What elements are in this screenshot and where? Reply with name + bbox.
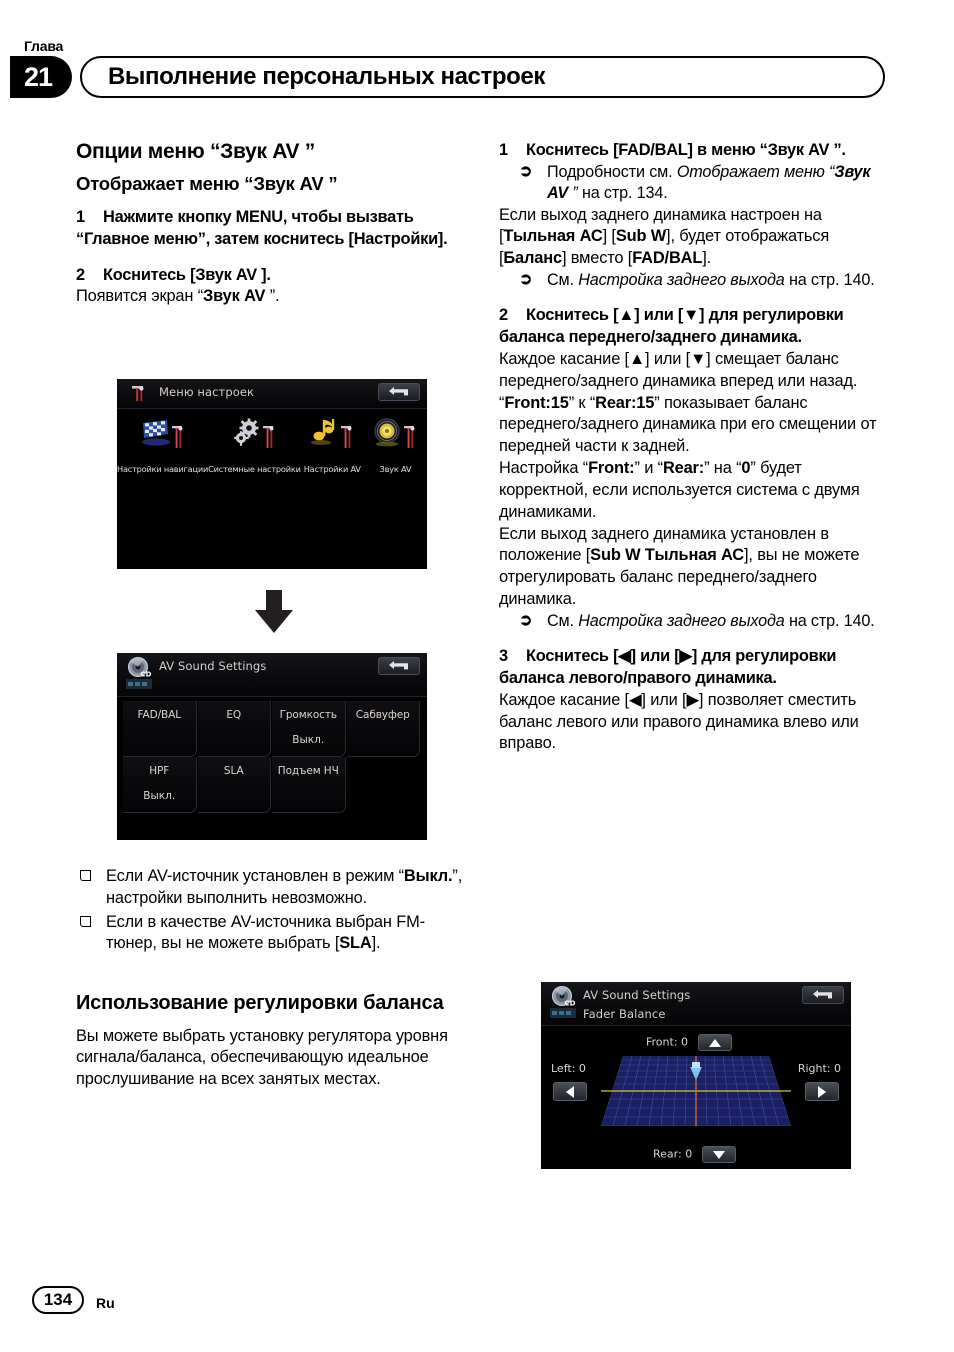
music-note-icon [301, 415, 364, 461]
right-step-2-number: 2 [499, 306, 508, 325]
av-sound-button-bass-boost[interactable] [272, 757, 346, 813]
screenshot-av-sound-settings [117, 653, 427, 840]
button-label: Подъем НЧ [277, 765, 339, 777]
p1-b3: Баланс [503, 249, 562, 268]
cd-icon [125, 656, 155, 692]
av-sound-button-sla[interactable] [198, 757, 272, 813]
note-bold: SLA [339, 934, 372, 953]
page-number-badge: 134 [32, 1286, 84, 1314]
av-sound-row-2 [123, 757, 421, 813]
svg-text:CD: CD [140, 670, 152, 679]
screenshot-fader-balance [541, 982, 851, 1169]
left-step-2-note [76, 286, 470, 308]
right-step-3-number: 3 [499, 647, 508, 666]
rear-label: Rear: [653, 1147, 682, 1161]
right-step-3 [499, 646, 887, 690]
screenshot-menu-settings [117, 379, 427, 569]
av-sound-button-subwoofer[interactable] [347, 701, 421, 757]
button-label: Сабвуфер [355, 709, 410, 721]
right-step-1-notes [519, 162, 887, 205]
speaker-icon [364, 415, 427, 461]
av-sound-topbar [117, 653, 427, 697]
right-value: 0 [834, 1062, 841, 1075]
p4-c: ” на “ [704, 459, 742, 478]
fader-balance-topbar [541, 982, 851, 1026]
fader-front-control [646, 1034, 732, 1051]
right-column [499, 140, 887, 755]
right-step-2-text: Коснитесь [▲] или [▼] для регулировки баланса переднего/заднего динамика. [499, 306, 844, 347]
note-page: на стр. 140. [784, 611, 875, 630]
fader-right-readout [798, 1062, 841, 1075]
language-code: Ru [96, 1295, 115, 1311]
p4-b2: Rear: [662, 459, 705, 478]
right-para-4 [499, 458, 887, 523]
section-heading [76, 140, 470, 165]
p4-d: ” будет корректной, если используется система с двумя динамиками. [499, 459, 860, 521]
back-arrow-icon[interactable] [802, 986, 844, 1004]
svg-text:CD: CD [564, 999, 576, 1008]
list-item [519, 611, 887, 632]
left-step-2-note-bold: Звук AV [203, 287, 266, 306]
chapter-word: Глава [24, 38, 64, 54]
right-label: Right: [797, 1062, 831, 1075]
right-para-5 [499, 524, 887, 611]
back-arrow-icon[interactable] [378, 657, 420, 675]
p1-d: ], будет отображаться [ [499, 227, 830, 268]
menu-settings-body [117, 409, 427, 569]
left-column [76, 140, 470, 308]
right-para-3 [499, 393, 887, 458]
note-suffix: на стр. 134. [577, 184, 668, 203]
menu-settings-title: Меню настроек [159, 385, 255, 399]
right-para-1 [499, 205, 887, 270]
menu-item-system-settings[interactable] [208, 415, 301, 474]
right-step-3-text: Коснитесь [◀] или [▶] для регулировки баланса левого/правого динамика. [499, 647, 837, 687]
front-label: Front: [646, 1035, 678, 1049]
chapter-number-badge: 21 [10, 56, 72, 98]
menu-settings-grid [117, 415, 427, 474]
left-step-2-note-suffix: ”. [265, 287, 280, 306]
p3-q1: “ [499, 393, 505, 412]
button-label: EQ [226, 709, 242, 721]
triangle-left-icon[interactable] [553, 1082, 587, 1101]
fader-balance-body [541, 1026, 851, 1169]
note-text-c: ]. [371, 934, 381, 953]
note-text-a: Если AV-источник установлен в режим [106, 867, 395, 885]
triangle-down-icon[interactable] [702, 1146, 736, 1163]
p5-c: ], вы не можете отрегулировать баланс переднего/заднего динамика. [499, 546, 860, 608]
note-bold-italic: Звук AV [547, 162, 871, 203]
note-see: См. [547, 611, 579, 630]
rear-value: 0 [685, 1147, 693, 1161]
flag-icon [117, 415, 208, 461]
note-bold: Выкл. [403, 867, 453, 885]
arrow-bullet-icon: ➲ [519, 611, 533, 629]
menu-item-label: Звук AV [379, 464, 412, 474]
left-step-2-text: Коснитесь [Звук AV ]. [103, 265, 271, 284]
p3-b2: Rear:15 [595, 393, 655, 412]
fader-rear-control [653, 1146, 736, 1163]
note-text-a: Если в качестве AV-источника выбран FM-тюнер, вы не можете выбрать [ [106, 912, 425, 953]
note-italic-2: ” [568, 184, 578, 203]
sub-heading [76, 173, 470, 195]
fader-left-readout [551, 1062, 586, 1075]
fader-balance-title: AV Sound Settings [583, 988, 691, 1002]
menu-item-label: Настройки AV [303, 464, 361, 474]
av-sound-button-volume[interactable] [272, 701, 346, 757]
fader-balance-subtitle: Fader Balance [583, 1007, 666, 1021]
balance-heading: Использование регулировки баланса [76, 992, 444, 1015]
p3-b1: Front:15 [504, 393, 569, 412]
note-page: на стр. 140. [784, 271, 875, 289]
note-text-c: ”, настройки выполнить невозможно. [106, 867, 463, 907]
p5-b: Sub W Тыльная АС [590, 546, 744, 565]
p1-b1: Тыльная АС [503, 227, 603, 246]
button-label: SLA [223, 765, 244, 777]
p4-a: Настройка “ [499, 459, 589, 478]
av-sound-body [117, 697, 427, 840]
p5-a: Если выход заднего динамика установлен в положение [ [499, 524, 829, 565]
button-value: Выкл. [143, 790, 176, 802]
fader-balance-controls [541, 1026, 851, 1169]
list-item [76, 912, 470, 956]
arrow-bullet-icon: ➲ [519, 271, 533, 288]
p1-e: ] вместо [ [561, 249, 633, 268]
back-arrow-icon[interactable] [378, 383, 420, 401]
av-sound-title: AV Sound Settings [159, 659, 267, 673]
left-step-1 [76, 207, 470, 251]
section-heading-value: Звук AV ” [220, 140, 315, 163]
right-note-rear-output-1 [519, 270, 887, 291]
left-column-lower [76, 866, 470, 1091]
note-quote: “ [398, 867, 404, 885]
list-item [519, 270, 887, 291]
left-step-1-number: 1 [76, 207, 85, 226]
note-italic: Отображает меню “ [676, 162, 835, 181]
p1-b4: FAD/BAL [632, 249, 703, 268]
menu-item-label: Настройки навигации [117, 464, 209, 474]
flow-down-arrow-icon [248, 588, 300, 638]
menu-item-av-settings[interactable] [301, 415, 364, 474]
left-step-1-text: Нажмите кнопку MENU, чтобы вызвать “Главное меню”, затем коснитесь [Настройки]. [76, 207, 448, 248]
square-bullet-icon [80, 870, 91, 881]
av-sound-button-empty [347, 757, 421, 813]
menu-item-navigation-settings[interactable] [117, 415, 208, 474]
triangle-up-icon[interactable] [698, 1034, 732, 1051]
button-value: Выкл. [292, 734, 325, 746]
square-bullet-icon [80, 916, 91, 927]
note-see: См. [547, 271, 579, 289]
right-step-1-text: Коснитесь [FAD/BAL] в меню “Звук AV ”. [526, 141, 846, 159]
sub-heading-prefix: Отображает меню “ [76, 172, 254, 194]
menu-settings-topbar [117, 379, 427, 409]
note-prefix: Подробности см. [547, 162, 677, 181]
right-para-6: Каждое касание [◀] или [▶] позволяет сместить баланс левого или правого динамика влево или вправо. [499, 690, 859, 753]
right-para-2: Каждое касание [▲] или [▼] смещает баланс переднего/заднего динамика вперед или назад. [499, 350, 858, 390]
left-step-2-note-prefix: Появится экран “ [76, 287, 204, 306]
section-heading-prefix: Опции меню “ [76, 140, 221, 163]
cd-icon [549, 985, 579, 1021]
left-step-2 [76, 265, 470, 287]
right-step-1 [499, 140, 887, 162]
button-label: Громкость [279, 709, 337, 721]
p1-c: ] [ [602, 227, 616, 246]
p1-f: ]. [702, 249, 712, 268]
arrow-bullet-icon: ➲ [519, 162, 533, 180]
p1-b2: Sub W [615, 227, 667, 246]
sub-heading-value: Звук AV ” [253, 172, 338, 194]
button-label: FAD/BAL [137, 709, 181, 721]
p4-b3: 0 [741, 459, 751, 478]
right-step-1-number: 1 [499, 141, 508, 159]
list-item [76, 866, 470, 910]
p3-q2: ” к “ [568, 393, 596, 412]
list-item [519, 162, 887, 205]
av-sound-button-fadbal[interactable] [123, 701, 197, 757]
left-notes-list [76, 866, 470, 955]
button-label: HPF [149, 765, 170, 777]
tool-icon [129, 384, 149, 404]
front-value: 0 [681, 1035, 689, 1049]
left-step-2-number: 2 [76, 265, 85, 284]
p4-b: ” и “ [634, 459, 663, 478]
right-step-2 [499, 305, 887, 349]
fader-balance-grid-graphic [601, 1056, 791, 1134]
menu-item-label: Системные настройки [208, 464, 301, 474]
menu-item-av-sound[interactable] [364, 415, 427, 474]
av-sound-button-grid [123, 701, 421, 813]
left-value: 0 [578, 1062, 586, 1075]
p1-a: Если выход заднего динамика настроен на [ [499, 205, 822, 246]
note-italic: Настройка заднего выхода [578, 271, 785, 289]
note-italic: Настройка заднего выхода [578, 611, 785, 630]
av-sound-row-1 [123, 701, 421, 757]
gears-icon [208, 415, 301, 461]
av-sound-button-eq[interactable] [198, 701, 272, 757]
p3-q3: ” показывает баланс переднего/заднего динамика при его смещении от передней части к задней. [499, 393, 877, 456]
left-label: Left: [551, 1062, 576, 1075]
page-title: Выполнение персональных настроек [108, 63, 545, 90]
page-header-pill [80, 56, 885, 98]
balance-body-text: Вы можете выбрать установку регулятора уровня сигнала/баланса, обеспечивающую идеальное прослушивание на всех занятых местах. [76, 1026, 448, 1089]
right-note-rear-output-2 [519, 611, 887, 632]
av-sound-button-hpf[interactable] [123, 757, 197, 813]
triangle-right-icon[interactable] [805, 1082, 839, 1101]
p4-b1: Front: [588, 459, 635, 478]
